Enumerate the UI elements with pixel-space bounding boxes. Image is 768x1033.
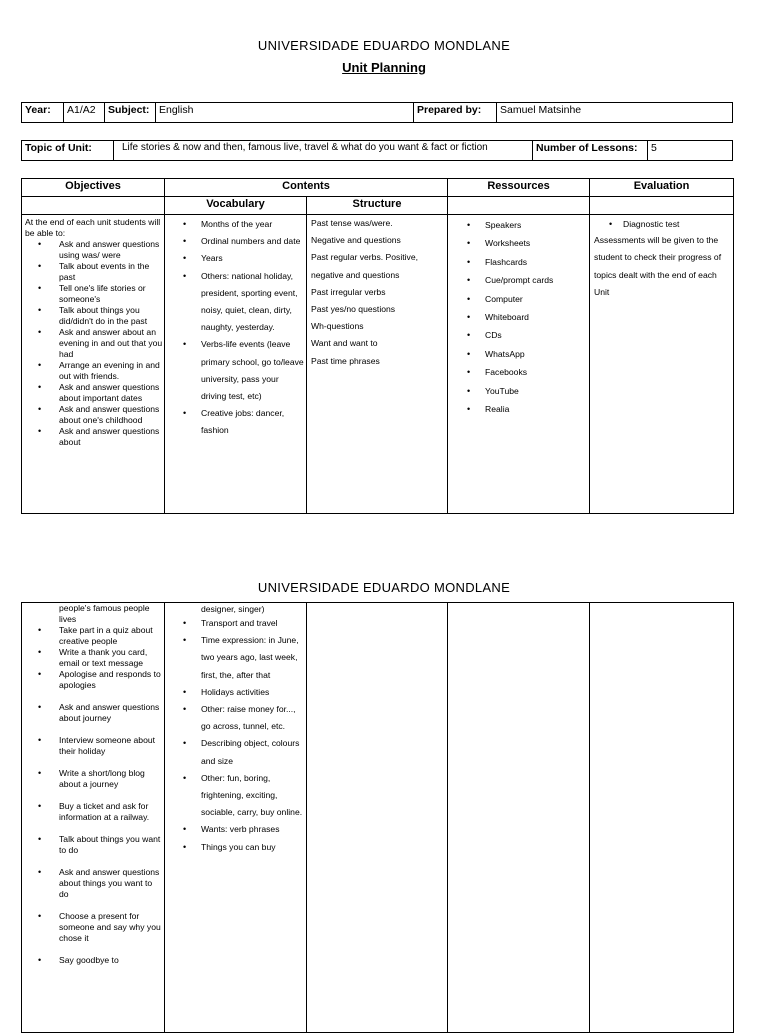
resource-item: • YouTube [448,382,589,400]
prepared-by-value: Samuel Matsinhe [500,104,582,116]
evaluation-header: Evaluation [590,179,734,197]
objectives-intro: At the end of each unit students will be able to: [25,217,161,238]
objectives-cell [22,215,165,514]
evaluation-cell [590,215,734,514]
resource-item: • Flashcards [448,253,589,271]
vocabulary-item: • Creative jobs: dancer, fashion [165,405,306,439]
vocabulary-cell [165,215,307,514]
subject-value: English [156,103,414,122]
evaluation-text: Assessments will be given to the student to check their progress of topics dealt with the end of each Unit [594,235,722,298]
resources-cell [448,215,590,514]
structure-cell [307,215,448,514]
vocabulary-item: • Describing object, colours and size [165,735,306,769]
structure-item: Negative and questions [311,235,401,246]
topic-row [21,140,733,161]
structure-item: Past yes/no questions [311,304,396,315]
structure-item: Past tense was/were. [311,218,393,228]
objective-item: • Talk about things you did/didn't do in the past [22,305,164,327]
resource-item: • Facebooks [448,363,589,381]
objective-item: • Apologise and responds to apologies [22,669,164,691]
resources-cell-page2 [448,603,590,1033]
vocabulary-item: • Transport and travel [165,615,306,632]
objectives-header: Objectives [22,179,165,197]
objectives-cell-page2 [22,603,165,1033]
resource-item: • Whiteboard [448,308,589,326]
resource-item: • CDs [448,326,589,344]
objective-item: • Say goodbye to [22,955,164,966]
subject-label: Subject: [105,103,156,122]
unit-plan-table-page2 [21,602,734,1033]
objective-item: • Ask and answer questions using was/ were [22,239,164,261]
objective-item: • Ask and answer questions about one's childhood [22,404,164,426]
resource-item: • Cue/prompt cards [448,271,589,289]
structure-item: Past time phrases [311,355,380,366]
vocabulary-list-page2 [165,615,306,856]
objective-item: • Talk about things you want to do [22,834,164,856]
structure-item: Past irregular verbs [311,286,386,297]
objectives-continued: people's famous people lives [59,603,150,624]
vocabulary-item: • Years [165,250,306,267]
topic-label: Topic of Unit: [22,141,114,160]
vocabulary-item: • Holidays activities [165,684,306,701]
resource-item: • WhatsApp [448,345,589,363]
vocabulary-continued: designer, singer) [201,604,265,614]
vocabulary-item: • Months of the year [165,216,306,233]
objective-item: • Ask and answer about an evening in and out that you had [22,327,164,360]
objective-item: • Ask and answer questions about things you want to do [22,867,164,900]
vocabulary-item: • Things you can buy [165,839,306,856]
prepared-by-label: Prepared by: [414,103,497,122]
topic-value: Life stories & now and then, famous live, travel & what do you want & fact or fiction [114,141,533,160]
structure-item: Past regular verbs. Positive, negative and questions [311,252,418,280]
year-value: A1/A2 [64,103,105,122]
university-name: UNIVERSIDADE EDUARDO MONDLANE [257,38,511,53]
structure-list [307,215,447,370]
vocabulary-header: Vocabulary [165,197,307,215]
resources-header: Ressources [448,179,590,197]
vocabulary-item: • Time expression: in June, two years ago, last week, first, the, after that [165,632,306,684]
vocabulary-item: • Verbs-life events (leave primary school, go to/leave university, pass your driving test, etc) [165,336,306,405]
objective-item: • Arrange an evening in and out with friends. [22,360,164,382]
objectives-list-page2 [22,625,164,966]
vocabulary-item: • Other: raise money for..., go across, tunnel, etc. [165,701,306,735]
structure-header: Structure [307,197,448,215]
resource-item: • Worksheets [448,234,589,252]
objective-item: • Ask and answer questions about journey [22,702,164,724]
resource-item: • Computer [448,290,589,308]
resource-item: • Realia [448,400,589,418]
resources-list [448,215,589,418]
unit-plan-table [21,178,734,514]
objective-item: • Write a short/long blog about a journey [22,768,164,790]
objective-item: • Tell one's life stories or someone's [22,283,164,305]
objectives-list [22,239,164,448]
evaluation-cell-page2 [590,603,734,1033]
vocabulary-cell-page2 [165,603,307,1033]
lessons-label: Number of Lessons: [533,141,648,160]
objective-item: • Interview someone about their holiday [22,735,164,757]
contents-header: Contents [165,179,448,197]
objective-item: • Ask and answer questions about [22,426,164,448]
objective-item: • Ask and answer questions about important dates [22,382,164,404]
vocabulary-item: • Wants: verb phrases [165,821,306,838]
resource-item: • Speakers [448,216,589,234]
objective-item: • Buy a ticket and ask for information at a railway. [22,801,164,823]
university-name-page2: UNIVERSIDADE EDUARDO MONDLANE [257,580,511,595]
objective-item: • Write a thank you card, email or text message [22,647,164,669]
structure-cell-page2 [307,603,448,1033]
lessons-value: 5 [651,142,657,154]
year-label: Year: [22,103,64,122]
objective-item: • Take part in a quiz about creative people [22,625,164,647]
vocabulary-list [165,215,306,440]
objective-item: • Choose a present for someone and say why you chose it [22,911,164,944]
vocabulary-item: • Other: fun, boring, frightening, exciting, sociable, carry, buy online. [165,770,306,822]
vocabulary-item: • Ordinal numbers and date [165,233,306,250]
vocabulary-item: • Others: national holiday, president, sporting event, noisy, quiet, clean, dirty, naughty, yesterday. [165,268,306,337]
document-title: Unit Planning [342,60,426,75]
info-row [21,102,733,123]
structure-item: Wh-questions [311,321,364,332]
objective-item: • Talk about events in the past [22,261,164,283]
structure-item: Want and want to [311,338,378,349]
evaluation-list [590,215,733,232]
diagnostic-test-item: • Diagnostic test [590,216,733,232]
